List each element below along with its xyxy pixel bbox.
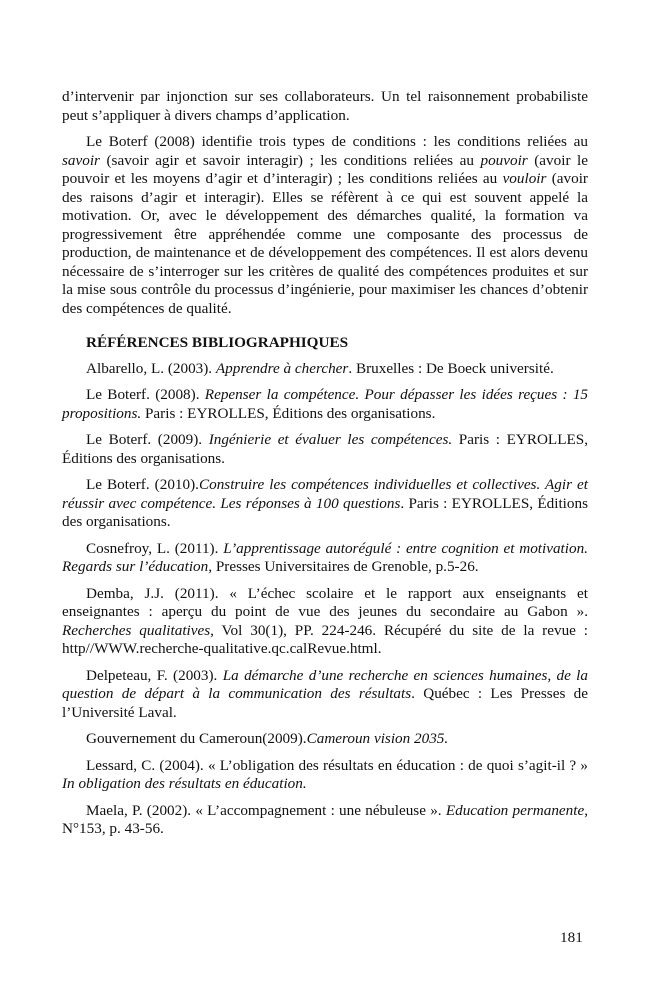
reference-demba-2011: Demba, J.J. (2011). « L’échec scolaire et le rapport aux enseignants et enseignantes : aperçu du point de vue des jeunes du secondaire au Gabon ». Recherches qualitatives, Vol 30(1), PP. 224-246. Récupéré du site de la revue : http//WWW.recherche-qualitative.qc.calRevue.html.	[62, 584, 588, 657]
reference-delpeteau-2003: Delpeteau, F. (2003). La démarche d’une recherche en sciences humaines, de la question de départ à la communication des résultats. Québec : Les Presses de l’Université Laval.	[62, 666, 588, 721]
page-number: 181	[560, 929, 583, 946]
document-page	[62, 88, 588, 839]
references-heading: RÉFÉRENCES BIBLIOGRAPHIQUES	[86, 334, 349, 351]
reference-lessard-2004: Lessard, C. (2004). « L’obligation des résultats en éducation : de quoi s’agit-il ? » In obligation des résultats en éducation.	[62, 756, 588, 792]
reference-cosnefroy-2011: Cosnefroy, L. (2011). L’apprentissage autorégulé : entre cognition et motivation. Regards sur l’éducation, Presses Universitaires de Grenoble, p.5-26.	[62, 539, 588, 575]
paragraph-continuation: d’intervenir par injonction sur ses collaborateurs. Un tel raisonnement probabiliste peut s’appliquer à divers champs d’application.	[62, 88, 588, 124]
reference-gouvernement-cameroun-2009: Gouvernement du Cameroun(2009).Cameroun vision 2035.	[86, 730, 449, 747]
reference-maela-2002: Maela, P. (2002). « L’accompagnement : une nébuleuse ». Education permanente, N°153, p. 43-56.	[62, 801, 589, 837]
paragraph-le-boterf-conditions: Le Boterf (2008) identifie trois types de conditions : les conditions reliées au savoir (savoir agir et savoir interagir) ; les conditions reliées au pouvoir (avoir le pouvoir et les moyens d’agir et d’interagir) ; les conditions reliées au vouloir (avoir des raisons d’agir et interagir). Elles se réfèrent à ce qui est souvent appelé la motivation. Or, avec le développement des démarches qualité, la formation va progressivement être appréhendée comme une composante des processus de production, de maintenance et de développement des compétences. Il est alors devenu nécessaire de s’interroger sur les critères de qualité des compétences produites et sur la mise sous contrôle du processus d’ingénierie, pour maximiser les chances d’obtenir des compétences de qualité.	[62, 133, 588, 317]
reference-le-boterf-2009: Le Boterf. (2009). Ingénierie et évaluer les compétences. Paris : EYROLLES, Éditions des organisations.	[62, 431, 589, 467]
reference-le-boterf-2008: Le Boterf. (2008). Repenser la compétence. Pour dépasser les idées reçues : 15 propositions. Paris : EYROLLES, Éditions des organisations.	[62, 386, 589, 422]
reference-le-boterf-2010: Le Boterf. (2010).Construire les compétences individuelles et collectives. Agir et réussir avec compétence. Les réponses à 100 questions. Paris : EYROLLES, Éditions des organisations.	[62, 476, 589, 530]
reference-albarello-2003: Albarello, L. (2003). Apprendre à chercher. Bruxelles : De Boeck université.	[86, 359, 554, 377]
